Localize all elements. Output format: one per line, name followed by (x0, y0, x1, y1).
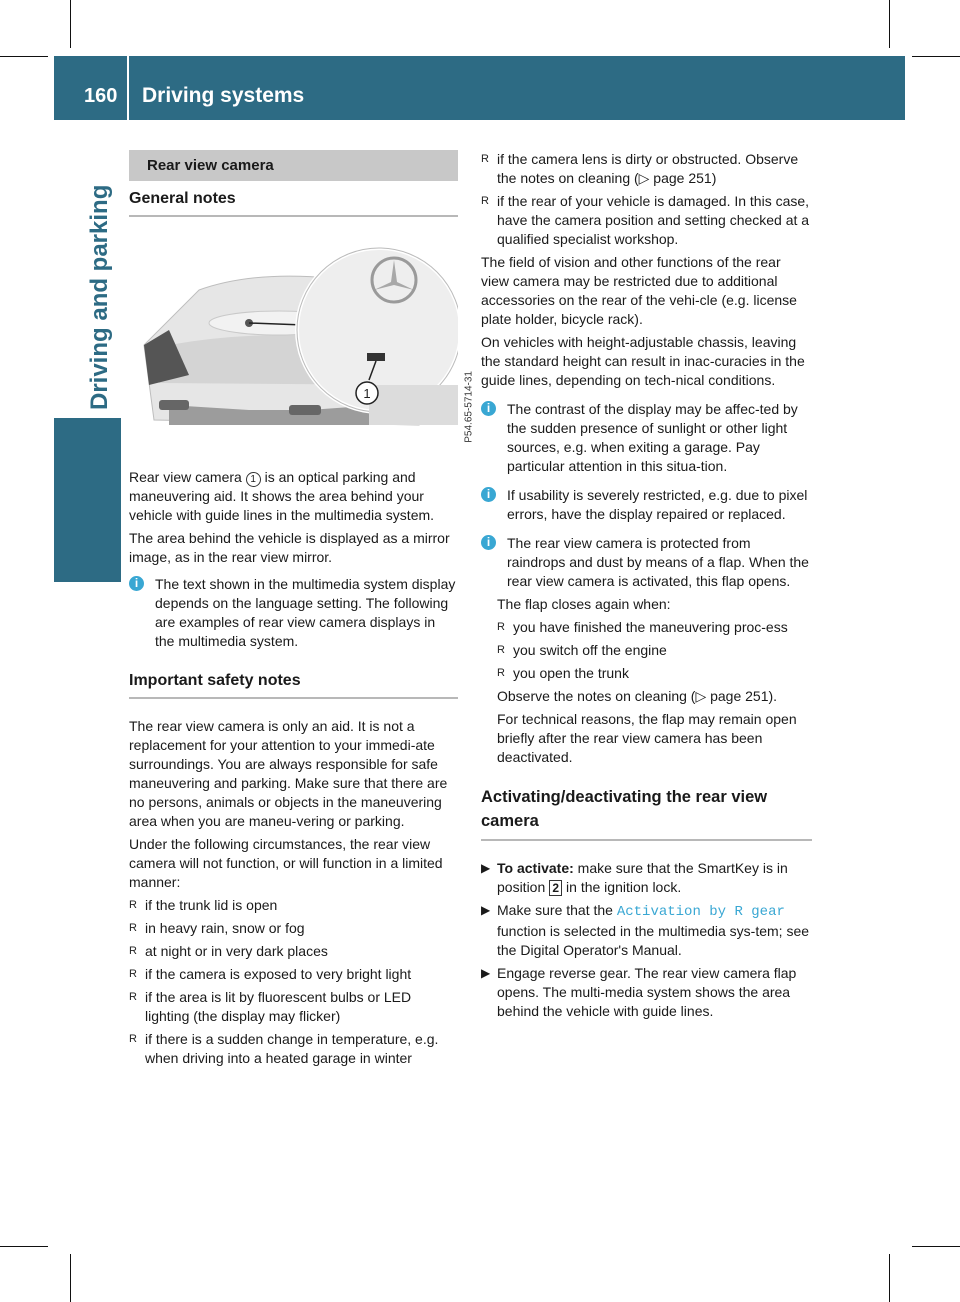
bullet-icon: R (481, 195, 489, 207)
section-banner: Rear view camera (129, 150, 458, 181)
list-item: R in heavy rain, snow or fog (129, 920, 305, 936)
right-column (481, 150, 812, 1025)
bullet-icon: R (497, 644, 505, 656)
list-item: R if the rear of your vehicle is damaged. In this case, have the camera position and setting checked at a qualified specialist workshop. (481, 193, 810, 247)
page-number: 160 (84, 85, 118, 107)
cleaning-note: Observe the notes on cleaning (▷ page 251). (497, 688, 778, 704)
figure-caption: P54.65-5714-31 (464, 371, 475, 443)
info-note: i If usability is severely restricted, e.g. due to pixel errors, have the display repaired or replaced. (481, 486, 812, 524)
circumstances-paragraph: Under the following circumstances, the rear view camera will not function, or will function in a limited manner: (129, 836, 443, 890)
intro-paragraph: Rear view camera 1 is an optical parking and maneuvering aid. It shows the area behind your vehicle with guide lines in the multimedia system. (129, 469, 435, 523)
info-icon: i (129, 576, 144, 591)
bullet-icon: R (129, 968, 137, 980)
left-column (129, 150, 475, 1072)
crop-mark (70, 1254, 71, 1302)
info-note: i The contrast of the display may be affec-ted by the sudden presence of sunlight or other light sources, e.g. when exiting a garage. Pay particular attention in this situa-tion. (481, 400, 812, 476)
info-icon: i (481, 535, 496, 550)
heading-safety: Important safety notes (129, 671, 458, 699)
list-item: R at night or in very dark places (129, 943, 328, 959)
list-item: R if the trunk lid is open (129, 897, 278, 913)
technical-note: For technical reasons, the flap may remain open briefly after the rear view camera has been deactivated. (497, 711, 797, 765)
side-tab-block (54, 418, 121, 582)
crop-mark (889, 0, 890, 48)
step-activate: ▶ To activate: make sure that the SmartKey is in position 2 in the ignition lock. (481, 860, 788, 895)
list-item: R you open the trunk (497, 665, 629, 681)
list-item: R if the area is lit by fluorescent bulbs or LED lighting (the display may flicker) (129, 989, 412, 1024)
list-item: R if the camera is exposed to very bright light (129, 966, 412, 982)
info-icon: i (481, 401, 496, 416)
field-of-vision-paragraph: The field of vision and other functions of the rear view camera may be restricted due to additional accessories on the rear of the vehi-cle (e.g. license plate holder, bicycle rack). (481, 254, 797, 327)
bullet-icon: R (497, 667, 505, 679)
crop-mark (0, 56, 48, 57)
crop-mark (0, 1246, 48, 1247)
side-tab-label: Driving and parking (86, 184, 113, 410)
menu-setting-name: Activation by R gear (616, 904, 785, 920)
bullet-icon: R (129, 1033, 137, 1045)
list-item: R you switch off the engine (497, 642, 667, 658)
flap-intro: The flap closes again when: (497, 596, 671, 612)
info-note: i The text shown in the multimedia system display depends on the language setting. The following are examples of rear view camera displays in the multimedia system. (129, 575, 458, 651)
step-check-setting: ▶ Make sure that the Activation by R gear function is selected in the multimedia sys-tem; see the Digital Operator's Manual. (481, 902, 810, 958)
info-note: i The rear view camera is protected from raindrops and dust by means of a flap. When the rear view camera is activated, this flap opens. (481, 534, 812, 591)
step-reverse-gear: ▶ Engage reverse gear. The rear view camera flap opens. The multi-media system shows the area behind the vehicle with guide lines. (481, 965, 797, 1019)
car-rear-illustration (129, 235, 458, 456)
list-item: R if there is a sudden change in temperature, e.g. when driving into a heated garage in winter (129, 1031, 439, 1066)
list-item: R if the camera lens is dirty or obstructed. Observe the notes on cleaning (▷ page 251) (481, 151, 799, 186)
section-title: Driving systems (142, 84, 305, 107)
crop-mark (889, 1254, 890, 1302)
list-item: R you have finished the maneuvering proc-ess (497, 619, 788, 635)
bullet-icon: R (129, 922, 137, 934)
crop-mark (70, 0, 71, 48)
callout-number: 1 (363, 386, 371, 401)
heading-activating: Activating/deactivating the rear view camera (481, 785, 812, 841)
bullet-icon: R (129, 945, 137, 957)
info-icon: i (481, 487, 496, 502)
mirror-paragraph: The area behind the vehicle is displayed as a mirror image, as in the rear view mirror. (129, 530, 450, 565)
header-divider (127, 56, 129, 120)
safety-paragraph: The rear view camera is only an aid. It is not a replacement for your attention to your immedi-ate surroundings. You are always responsible for safe maneuvering and parking. Make sure that there are no persons, animals or objects in the maneuvering area when you are maneu-vering or parking. (129, 718, 448, 829)
bullet-icon: R (129, 991, 137, 1003)
crop-mark (912, 1246, 960, 1247)
chassis-paragraph: On vehicles with height-adjustable chassis, leaving the standard height can result in inac-curacies in the guide lines, depending on tech-nical conditions. (481, 334, 805, 388)
arrow-right-icon: ▶ (481, 966, 491, 980)
car-figure (129, 235, 475, 456)
heading-general-notes: General notes (129, 189, 458, 217)
bullet-icon: R (481, 153, 489, 165)
position-number: 2 (549, 880, 562, 896)
bullet-icon: R (129, 899, 137, 911)
arrow-right-icon: ▶ (481, 861, 491, 875)
callout-ref: 1 (246, 472, 261, 487)
bullet-icon: R (497, 621, 505, 633)
crop-mark (912, 56, 960, 57)
arrow-right-icon: ▶ (481, 903, 491, 917)
